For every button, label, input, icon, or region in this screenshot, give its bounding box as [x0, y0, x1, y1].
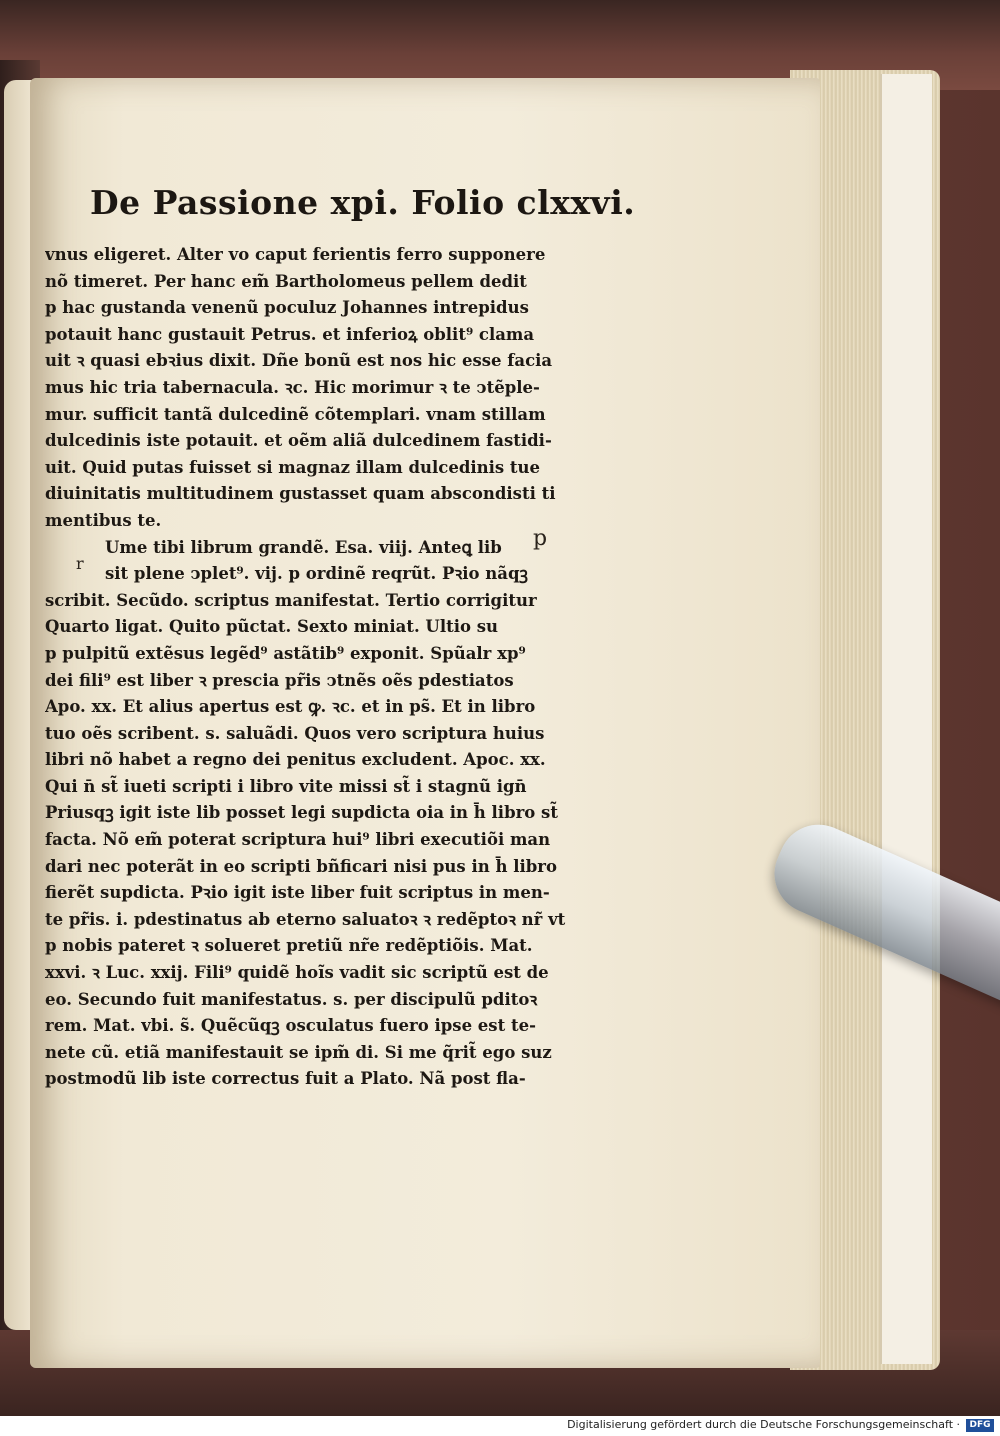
text-line: xxvi. ꝛ Luc. xxij. Fili⁹ quidẽ hoĩs vadit sic scriptũ est de: [45, 963, 549, 983]
text-line: tuo oẽs scribent. s. saluãdi. Quos vero scriptura huius: [45, 723, 545, 743]
running-head: De Passione xpi. Folio clxxvi.: [90, 183, 636, 222]
text-line: nete cũ. etiã manifestauit se ipm̃ di. Si me q̃rit̃ ego suz: [45, 1042, 552, 1062]
text-line: vnus eligeret. Alter vo caput ferientis ferro supponere: [45, 245, 546, 264]
text-line: nõ timeret. Per hanc em̃ Bartholomeus pellem dedit: [45, 271, 527, 291]
text-line: libri nõ habet a regno dei penitus excludent. Apoc. xx.: [45, 750, 546, 770]
text-line: mus hic tria tabernacula. ꝛc. Hic morimur ꝛ te ↄtẽple-: [45, 377, 540, 397]
text-line: Ume tibi librum grandẽ. Esa. viij. Anteꝗ lib: [105, 537, 502, 557]
text-line: p nobis pateret ꝛ solueret pretiũ nr̃e redẽptiõis. Mat.: [45, 936, 533, 956]
marginal-note: p: [533, 526, 548, 551]
text-line: te pr̃is. i. pdestinatus ab eterno saluatoꝛ ꝛ redẽptoꝛ nr̃ vt: [45, 909, 566, 929]
text-line: facta. Nõ em̃ poterat scriptura hui⁹ libri executiõi man: [45, 830, 551, 850]
text-line: mentibus te.: [45, 510, 162, 530]
text-line: scribit. Secũdo. scriptus manifestat. Tertio corrigitur: [45, 590, 537, 610]
text-line: dari nec poterãt in eo scripti bñficari nisi pus in h̄ libro: [45, 856, 557, 876]
text-block: [45, 242, 645, 1093]
footer-bar: [0, 1416, 1000, 1436]
text-line: p hac gustanda venenũ poculuz Johannes intrepidus: [45, 298, 529, 318]
text-line: Priusqꝫ igit iste lib posset legi supdicta oia in h̄ libro st̃: [45, 803, 558, 823]
text-line: uit. Quid putas fuisset si magnaz illam dulcedinis tue: [45, 457, 541, 477]
guide-letter: r: [76, 554, 84, 573]
text-line: diuinitatis multitudinem gustasset quam abscondisti ti: [45, 484, 556, 504]
dfg-logo: DFG: [966, 1419, 994, 1432]
text-line: fierẽt supdicta. Pꝛio igit iste liber fuit scriptus in men-: [45, 883, 550, 903]
funding-note: Digitalisierung gefördert durch die Deutsche Forschungsgemeinschaft ·: [567, 1418, 960, 1431]
text-line: dulcedinis iste potauit. et oẽm aliã dulcedinem fastidi-: [45, 431, 552, 451]
text-line: mur. sufficit tantã dulcedinẽ cõtemplari. vnam stillam: [45, 404, 546, 424]
text-line: dei fili⁹ est liber ꝛ prescia pr̃is ↄtnẽs oẽs pdestiatos: [45, 670, 514, 690]
page-stack-light-edge: [880, 74, 932, 1364]
text-line: p pulpitũ extẽsus legẽd⁹ astãtib⁹ exponit. Spũalr xp⁹: [45, 643, 526, 663]
text-line: sit plene ↄplet⁹. vij. p ordinẽ reqrũt. Pꝛio nãqꝫ: [105, 564, 528, 584]
text-line: Quarto ligat. Quito pũctat. Sexto miniat. Ultio su: [45, 617, 499, 637]
text-line: potauit hanc gustauit Petrus. et inferioꝝ oblit⁹ clama: [45, 324, 535, 344]
text-line: uit ꝛ quasi ebꝛius dixit. Dñe bonũ est nos hic esse facia: [45, 351, 553, 371]
text-line: postmodũ lib iste correctus fuit a Plato. Nã post fla-: [45, 1069, 526, 1089]
text-line: Qui n̄ st̃ iueti scripti i libro vite missi st̃ i stagnũ ign̄: [45, 776, 527, 796]
text-line: eo. Secundo fuit manifestatus. s. per discipulũ pditoꝛ: [45, 989, 538, 1009]
text-line: Apo. xx. Et alius apertus est ꝙ. ꝛc. et in ps̃. Et in libro: [45, 697, 536, 717]
text-line: rem. Mat. vbi. s̃. Quẽcũqꝫ osculatus fuero ipse est te-: [45, 1016, 536, 1036]
